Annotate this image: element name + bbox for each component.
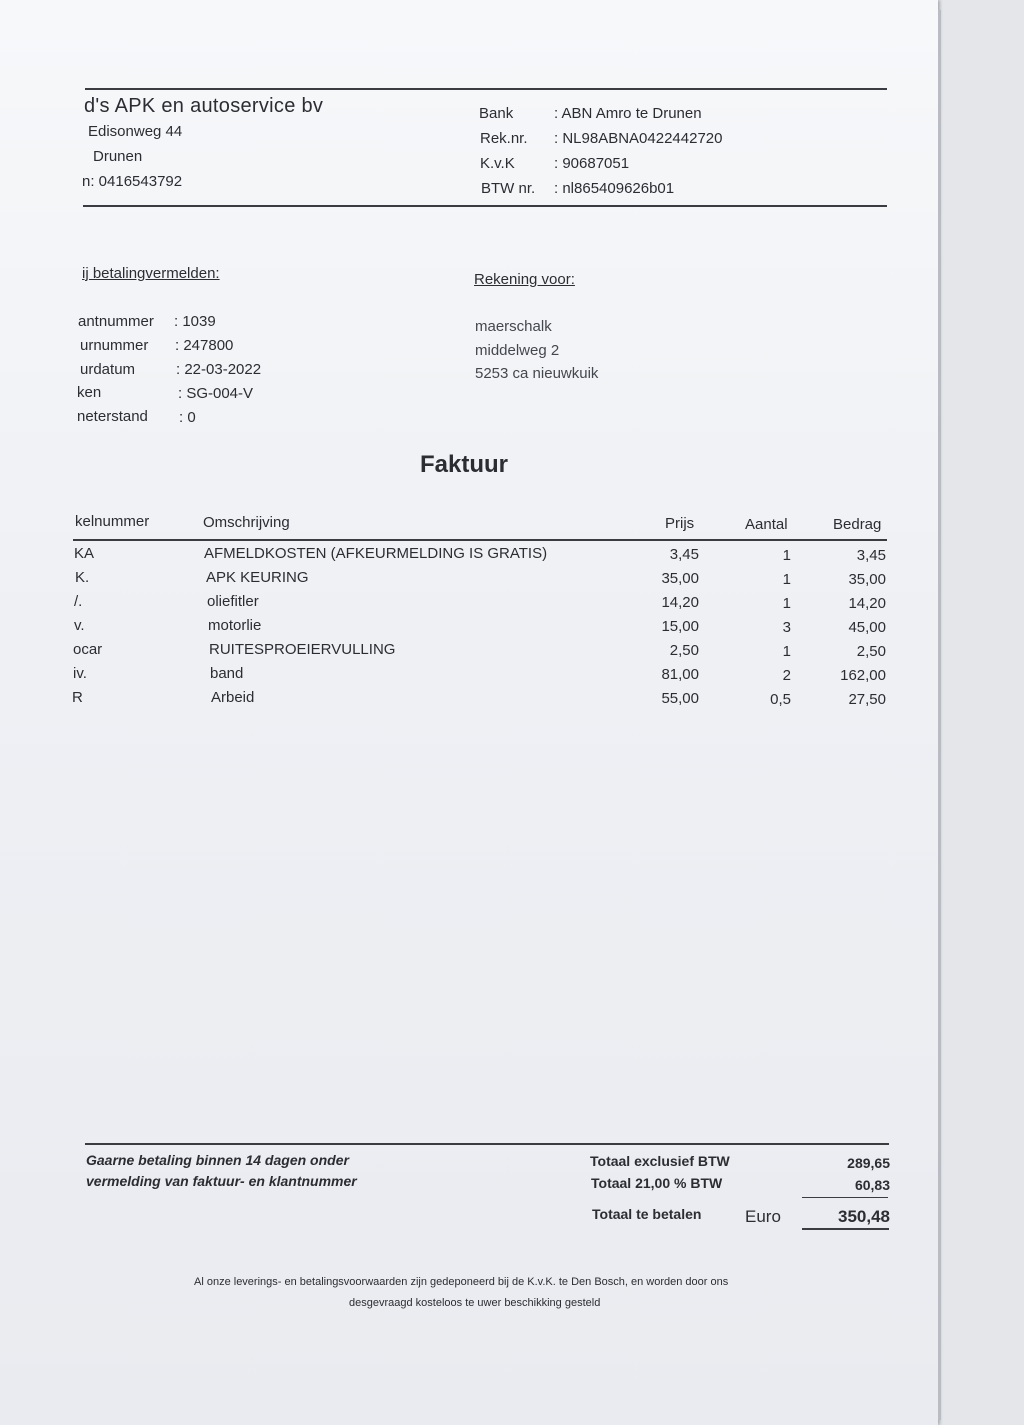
cell-amount: 2,50 bbox=[856, 643, 886, 660]
cell-article: KA bbox=[74, 545, 95, 562]
meta-value-plate: : SG-004-V bbox=[178, 385, 254, 402]
col-header-price: Prijs bbox=[665, 515, 695, 532]
cell-qty: 1 bbox=[782, 547, 791, 564]
invoice-title: Faktuur bbox=[420, 451, 509, 478]
cell-amount: 3,45 bbox=[856, 547, 886, 564]
btw-label: BTW nr. bbox=[481, 180, 536, 197]
total-pay-label: Totaal te betalen bbox=[592, 1206, 702, 1222]
col-header-description: Omschrijving bbox=[203, 514, 290, 531]
meta-value-invoice-number: : 247800 bbox=[175, 337, 234, 354]
cell-article: iv. bbox=[73, 665, 87, 682]
cell-price: 15,00 bbox=[661, 618, 699, 635]
header-top-rule bbox=[85, 88, 887, 90]
cell-article: /. bbox=[74, 593, 83, 610]
total-excl-value: 289,65 bbox=[847, 1155, 890, 1171]
customer-name: maerschalk bbox=[475, 318, 552, 335]
company-street: Edisonweg 44 bbox=[88, 123, 183, 140]
payment-reference-heading: ij betalingvermelden: bbox=[82, 265, 220, 282]
cell-qty: 2 bbox=[782, 667, 791, 684]
meta-label-odometer: neterstand bbox=[77, 408, 148, 425]
col-header-amount: Bedrag bbox=[833, 516, 882, 533]
cell-amount: 27,50 bbox=[848, 691, 886, 708]
cell-qty: 1 bbox=[782, 643, 791, 660]
cell-description: motorlie bbox=[208, 617, 262, 634]
meta-label-customer-number: antnummer bbox=[78, 313, 154, 330]
cell-qty: 1 bbox=[782, 571, 791, 588]
bank-label: Bank bbox=[479, 105, 514, 122]
meta-value-odometer: : 0 bbox=[179, 409, 196, 426]
cell-description: AFMELDKOSTEN (AFKEURMELDING IS GRATIS) bbox=[204, 545, 548, 562]
cell-price: 81,00 bbox=[661, 666, 699, 683]
bank-value: : ABN Amro te Drunen bbox=[554, 105, 702, 122]
cell-qty: 3 bbox=[782, 619, 791, 636]
cell-amount: 14,20 bbox=[848, 595, 886, 612]
meta-label-plate: ken bbox=[77, 384, 102, 401]
meta-label-invoice-date: urdatum bbox=[80, 361, 136, 378]
btw-value: : nl865409626b01 bbox=[554, 180, 675, 197]
kvk-value: : 90687051 bbox=[554, 155, 630, 172]
payment-terms-line-1: Gaarne betaling binnen 14 dagen onder bbox=[86, 1152, 349, 1168]
cell-description: APK KEURING bbox=[206, 569, 309, 586]
payment-terms-line-2: vermelding van faktuur- en klantnummer bbox=[86, 1173, 357, 1189]
total-btw-label: Totaal 21,00 % BTW bbox=[591, 1175, 723, 1191]
cell-price: 2,50 bbox=[669, 642, 699, 659]
kvk-label: K.v.K bbox=[480, 155, 515, 172]
cell-article: R bbox=[72, 689, 83, 706]
grand-total-rule bbox=[802, 1228, 889, 1230]
cell-amount: 35,00 bbox=[848, 571, 886, 588]
customer-city: 5253 ca nieuwkuik bbox=[475, 365, 599, 382]
table-header-rule bbox=[73, 539, 887, 541]
footer-rule bbox=[85, 1143, 889, 1145]
cell-description: RUITESPROEIERVULLING bbox=[209, 641, 396, 658]
cell-amount: 45,00 bbox=[848, 619, 886, 636]
company-phone: n: 0416543792 bbox=[82, 173, 183, 190]
reknr-label: Rek.nr. bbox=[480, 130, 528, 147]
cell-price: 14,20 bbox=[661, 594, 699, 611]
company-name: d's APK en autoservice bv bbox=[84, 95, 324, 117]
customer-street: middelweg 2 bbox=[475, 342, 560, 359]
meta-value-invoice-date: : 22-03-2022 bbox=[176, 361, 262, 378]
header-bottom-rule bbox=[83, 205, 887, 207]
legal-line-2: desgevraagd kosteloos te uwer beschikking gesteld bbox=[349, 1297, 601, 1309]
cell-price: 3,45 bbox=[669, 546, 699, 563]
total-excl-label: Totaal exclusief BTW bbox=[590, 1153, 730, 1169]
col-header-qty: Aantal bbox=[745, 516, 788, 533]
cell-article: K. bbox=[75, 569, 90, 586]
cell-qty: 0,5 bbox=[770, 691, 791, 708]
cell-article: ocar bbox=[73, 641, 103, 658]
meta-label-invoice-number: urnummer bbox=[80, 337, 149, 354]
cell-amount: 162,00 bbox=[840, 667, 886, 684]
cell-qty: 1 bbox=[782, 595, 791, 612]
legal-line-1: Al onze leverings- en betalingsvoorwaarden zijn gedeponeerd bij de K.v.K. te Den Bosch, en worden door ons bbox=[194, 1276, 729, 1288]
subtotal-rule bbox=[802, 1197, 888, 1198]
reknr-value: : NL98ABNA0422442720 bbox=[554, 130, 723, 147]
cell-description: band bbox=[210, 665, 244, 682]
cell-price: 55,00 bbox=[661, 690, 699, 707]
billing-heading: Rekening voor: bbox=[474, 271, 575, 288]
total-pay-value: 350,48 bbox=[838, 1207, 890, 1226]
cell-article: v. bbox=[74, 617, 85, 634]
cell-description: Arbeid bbox=[211, 689, 255, 706]
col-header-article: kelnummer bbox=[75, 513, 150, 530]
currency-label: Euro bbox=[745, 1207, 781, 1226]
meta-value-customer-number: : 1039 bbox=[174, 313, 216, 330]
paper-edge bbox=[938, 10, 941, 1420]
total-btw-value: 60,83 bbox=[854, 1177, 890, 1193]
company-city: Drunen bbox=[93, 148, 143, 165]
cell-price: 35,00 bbox=[661, 570, 699, 587]
cell-description: oliefitler bbox=[207, 593, 259, 610]
